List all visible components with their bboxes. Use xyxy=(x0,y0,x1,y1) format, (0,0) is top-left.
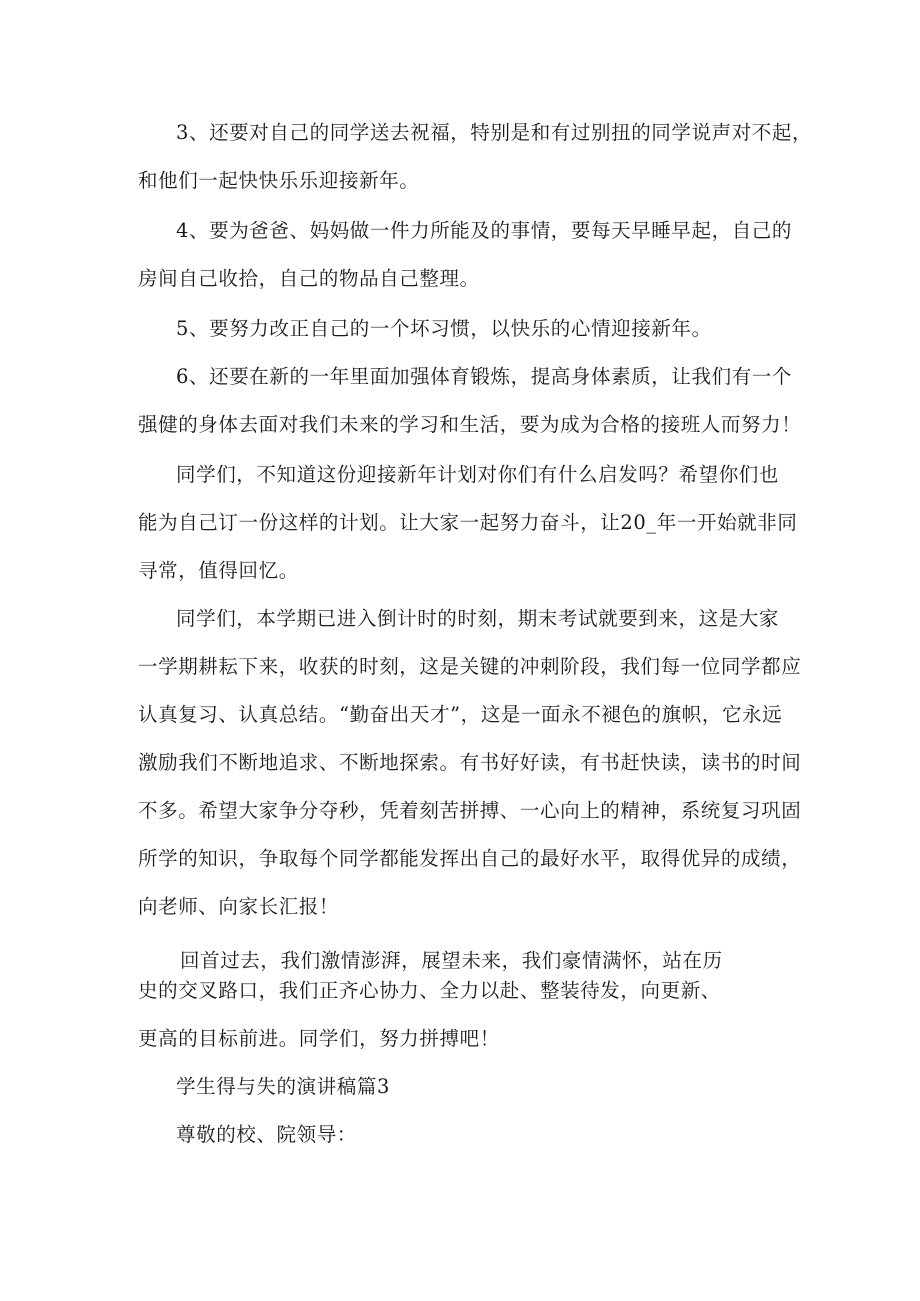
text-line: 强健的身体去面对我们未来的学习和生活，要为成为合格的接班人而努力！ xyxy=(138,413,802,436)
text-line: 3、还要对自己的同学送去祝福，特别是和有过别扭的同学说声对不起， xyxy=(176,121,813,144)
text-line: 不多。希望大家争分夺秒，凭着刻苦拼搏、一心向上的精神，系统复习巩固 xyxy=(138,799,802,822)
text-line: 6、还要在新的一年里面加强体育锻炼，提高身体素质，让我们有一个 xyxy=(176,365,793,388)
text-line: 回首过去，我们激情澎湃，展望未来，我们豪情满怀，站在历 xyxy=(180,949,723,972)
text-line: 更高的目标前进。同学们，努力拼搏吧！ xyxy=(138,1027,500,1050)
section-heading: 学生得与失的演讲稿篇3 xyxy=(176,1075,391,1098)
text-line: 认真复习、认真总结。“勤奋出天才”，这是一面永不褪色的旗帜，它永远 xyxy=(138,703,783,726)
text-line: 房间自己收拾，自己的物品自己整理。 xyxy=(138,267,480,290)
text-line: 激励我们不断地追求、不断地探索。有书好好读，有书赶快读，读书的时间 xyxy=(138,751,802,774)
text-line: 和他们一起快快乐乐迎接新年。 xyxy=(138,169,420,192)
text-line: 同学们，本学期已进入倒计时的时刻，期末考试就要到来，这是大家 xyxy=(176,607,780,630)
salutation: 尊敬的校、院领导： xyxy=(176,1123,357,1146)
text-line: 史的交叉路口，我们正齐心协力、全力以赴、整装待发，向更新、 xyxy=(138,979,721,1002)
text-line: 同学们，不知道这份迎接新年计划对你们有什么启发吗？希望你们也 xyxy=(176,463,780,486)
text-line: 5、要努力改正自己的一个坏习惯，以快乐的心情迎接新年。 xyxy=(176,317,712,340)
text-line: 向老师、向家长汇报！ xyxy=(138,895,340,918)
text-line: 所学的知识，争取每个同学都能发挥出自己的最好水平，取得优异的成绩， xyxy=(138,847,802,870)
text-line: 4、要为爸爸、妈妈做一件力所能及的事情，要每天早睡早起，自己的 xyxy=(176,219,793,242)
text-line: 一学期耕耘下来，收获的时刻，这是关键的冲刺阶段，我们每一位同学都应 xyxy=(138,655,802,678)
text-line: 寻常，值得回忆。 xyxy=(138,559,299,582)
text-line: 能为自己订一份这样的计划。让大家一起努力奋斗，让20_年一开始就非同 xyxy=(138,511,798,534)
